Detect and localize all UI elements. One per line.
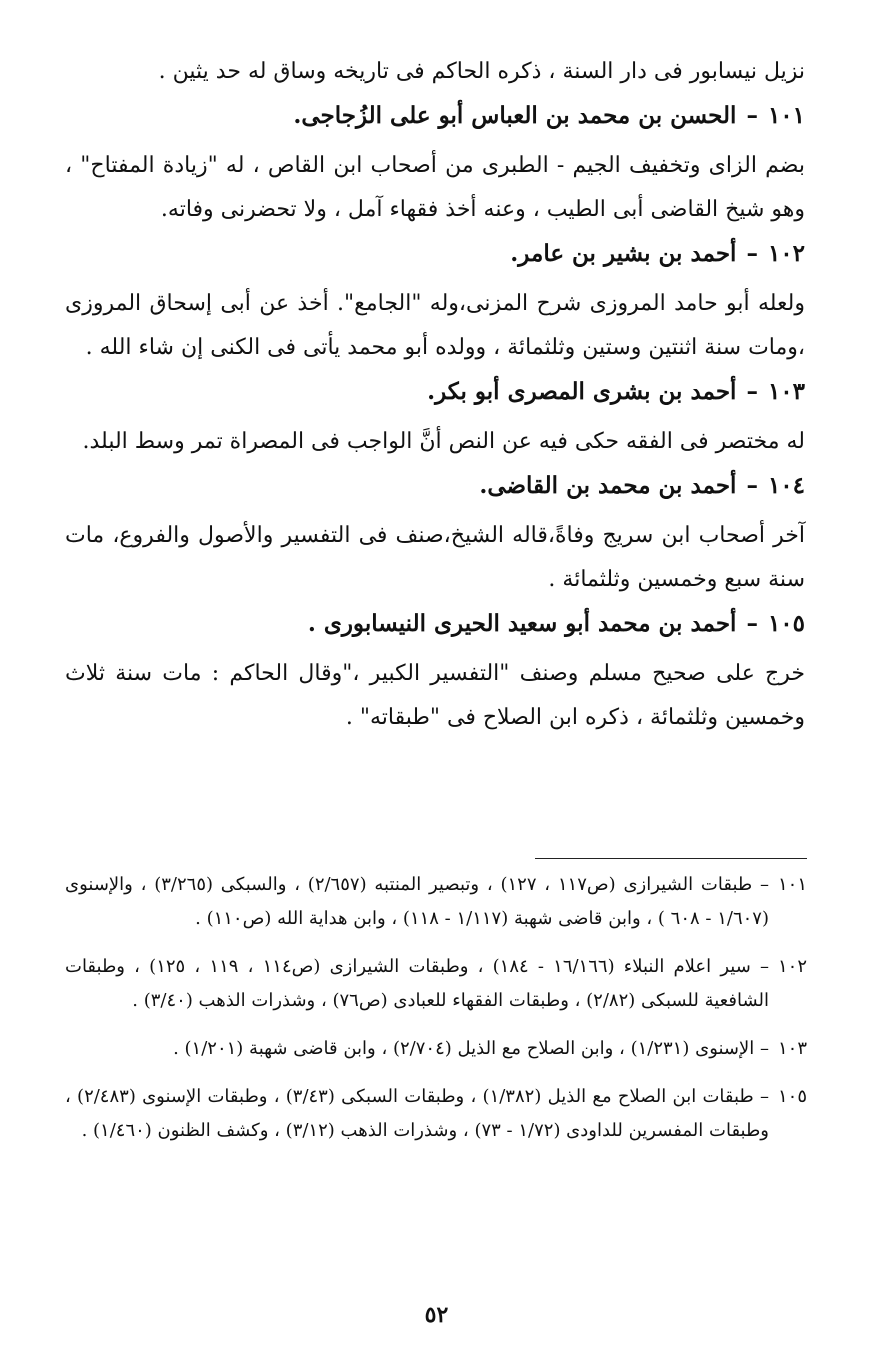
entry-name: أحمد بن محمد بن القاضى. [479, 472, 737, 499]
footnote-number: ١٠١ [777, 874, 807, 895]
entry-number: ١٠٢ [767, 240, 805, 267]
entry-text-102: ولعله أبو حامد المروزى شرح المزنى،وله "الجامع". أخذ عن أبى إسحاق المروزى ،ومات سنة اثنتين وستين وثلثمائة ، وولده أبو محمد يأتى فى الكنى إن شاء الله . [65, 291, 805, 360]
entry-name: الحسن بن محمد بن العباس أبو على الزُجاجى. [293, 102, 737, 129]
footnote-divider [535, 858, 807, 859]
entry-heading-104 [65, 464, 805, 508]
entry-dash: – [746, 240, 758, 267]
footnote-102 [65, 950, 807, 1018]
entry-name: أحمد بن بشير بن عامر. [510, 240, 737, 267]
footnote-text: – الإسنوى (١/٢٣١) ، وابن الصلاح مع الذيل (٢/٧٠٤) ، وابن قاضى شهبة (١/٢٠١) . [173, 1038, 769, 1059]
entry-text-101: بضم الزاى وتخفيف الجيم - الطبرى من أصحاب ابن القاص ، له "زيادة المفتاح" ، وهو شيخ القاضى أبى الطيب ، وعنه أخذ فقهاء آمل ، ولا تحضرنى وفاته. [65, 153, 805, 222]
footnote-105 [65, 1080, 807, 1148]
footnote-text: – سير اعلام النبلاء (١٦/١٦٦ - ١٨٤) ، وطبقات الشيرازى (ص١١٤ ، ١١٩ ، ١٢٥) ، وطبقات الشافعية للسبكى (٢/٨٢) ، وطبقات الفقهاء للعبادى (ص٧٦) ، وشذرات الذهب (٣/٤٠) . [65, 956, 769, 1011]
footnotes [65, 868, 807, 1162]
footnote-number: ١٠٣ [777, 1038, 807, 1059]
footnote-number: ١٠٢ [777, 956, 807, 977]
entry-dash: – [746, 472, 758, 499]
entry-text-105: خرج على صحيح مسلم وصنف "التفسير الكبير ،"وقال الحاكم : مات سنة ثلاث وخمسين وثلثمائة ، ذكره ابن الصلاح فى "طبقاته" . [65, 661, 805, 730]
footnote-text: – طبقات ابن الصلاح مع الذيل (١/٣٨٢) ، وطبقات السبكى (٣/٤٣) ، وطبقات الإسنوى (٢/٤٨٣) ، وطبقات المفسرين للداودى (١/٧٢ - ٧٣) ، وشذرات الذهب (٣/١٢) ، وكشف الظنون (١/٤٦٠) . [65, 1086, 769, 1141]
entry-text-104: آخر أصحاب ابن سريج وفاةً،قاله الشيخ،صنف فى التفسير والأصول والفروع، مات سنة سبع وخمسين وثلثمائة . [65, 523, 805, 592]
footnote-103 [65, 1032, 807, 1066]
entry-number: ١٠١ [767, 102, 805, 129]
footnote-text: – طبقات الشيرازى (ص١١٧ ، ١٢٧) ، وتبصير المنتبه (٢/٦٥٧) ، والسبكى (٣/٢٦٥) ، والإسنوى (١/٦٠٧ - ٦٠٨ ) ، وابن قاضى شهبة (١/١١٧ - ١١٨) ، وابن هداية الله (ص١١٠) . [65, 874, 769, 929]
entry-dash: – [746, 610, 758, 637]
opening-paragraph: نزيل نيسابور فى دار السنة ، ذكره الحاكم فى تاريخه وساق له حد يثين . [158, 59, 805, 84]
entry-number: ١٠٤ [767, 472, 805, 499]
footnote-number: ١٠٥ [777, 1086, 807, 1107]
entry-heading-101 [65, 94, 805, 138]
entry-dash: – [746, 102, 758, 129]
entry-dash: – [746, 378, 758, 405]
footnote-101 [65, 868, 807, 936]
entry-name: أحمد بن محمد أبو سعيد الحيرى النيسابورى . [307, 610, 737, 637]
entry-heading-105 [65, 602, 805, 646]
entry-number: ١٠٥ [767, 610, 805, 637]
entry-name: أحمد بن بشرى المصرى أبو بكر. [427, 378, 737, 405]
page-number: ٥٢ [424, 1302, 449, 1328]
entry-text-103: له مختصر فى الفقه حكى فيه عن النص أنَّ الواجب فى المصراة تمر وسط البلد. [82, 429, 805, 454]
entry-number: ١٠٣ [767, 378, 805, 405]
entry-heading-102 [65, 232, 805, 276]
main-text [65, 50, 805, 740]
entry-heading-103 [65, 370, 805, 414]
